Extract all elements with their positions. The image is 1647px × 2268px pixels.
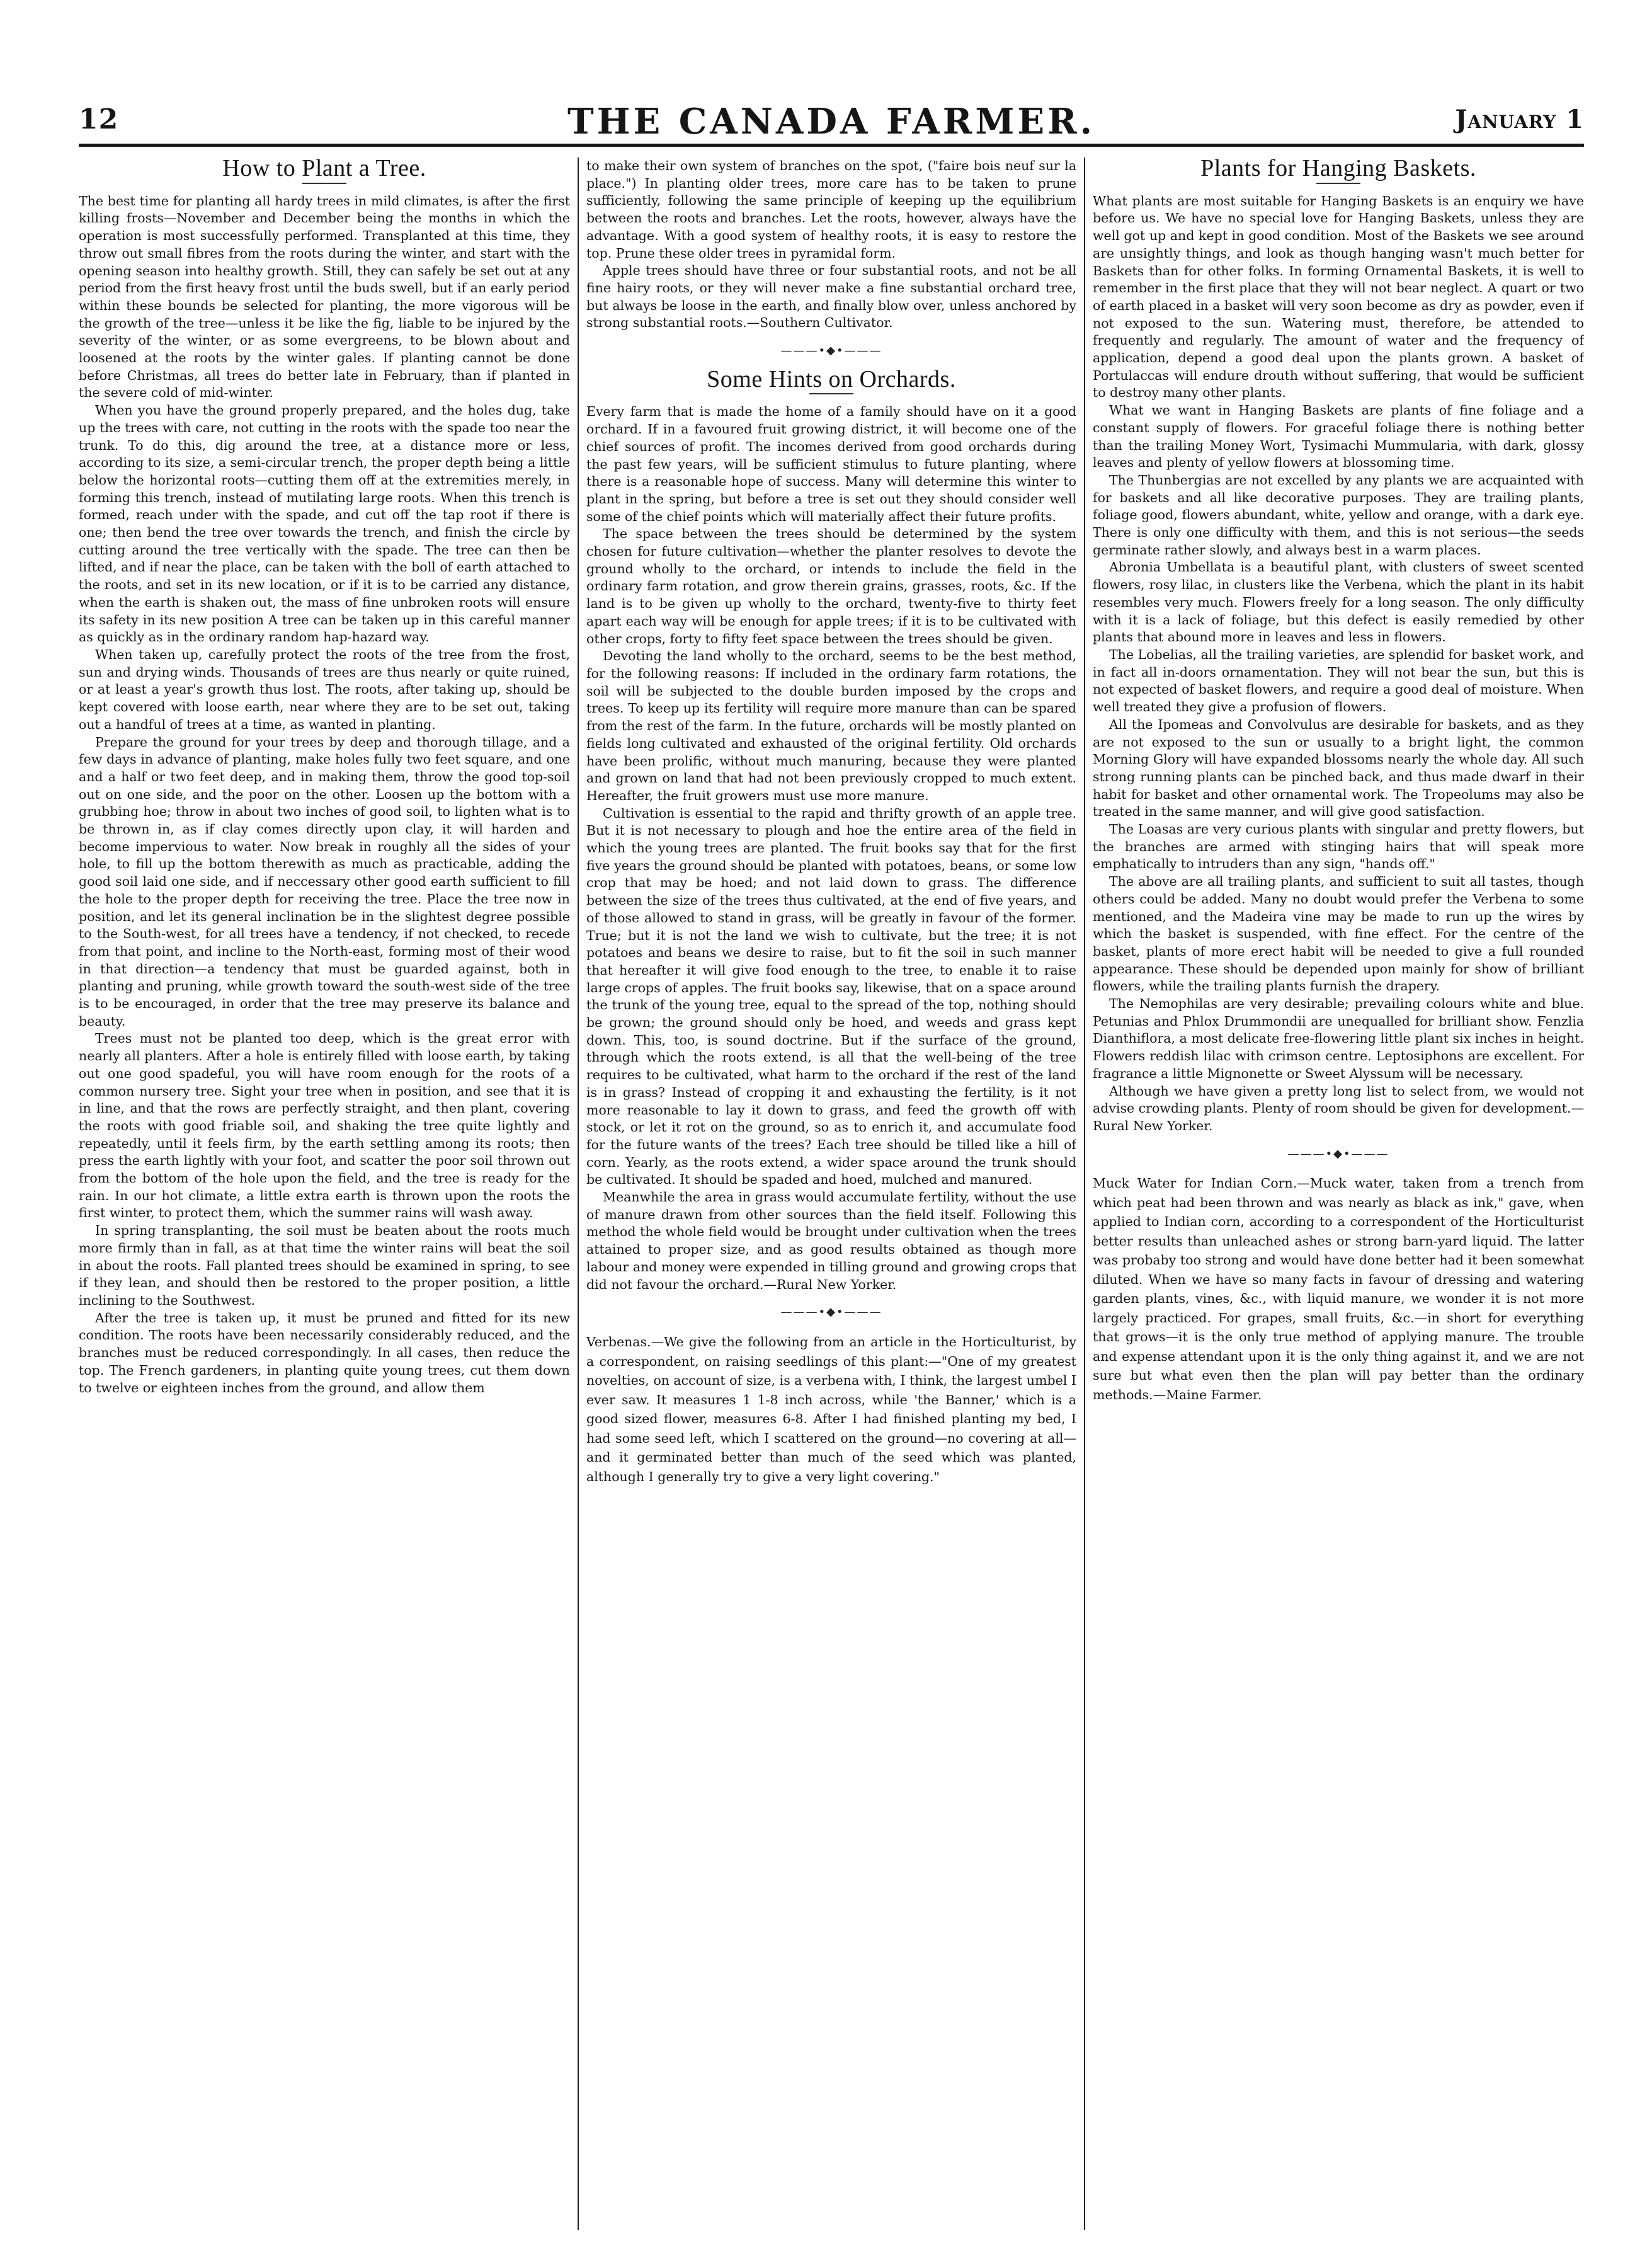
article-title: Some Hints on Orchards. — [707, 365, 956, 392]
paragraph: The Nemophilas are very desirable; prevailing colours white and blue. Petunias and Phlox Drummondii are unequalled for brilliant show. Fenzlia Dianthiflora, a most delicate free-flowering little plant six inches in height. Flowers reddish lilac with crimson centre. Leptosiphons are excellent. For fragrance a little Mignonette or Sweet Alyssum will be necessary. — [1093, 996, 1584, 1081]
paragraph: Although we have given a pretty long list to select from, we would not advise crowding plants. Plenty of room should be given for development.—Rural New Yorker. — [1093, 1083, 1584, 1133]
column-rule — [578, 158, 579, 2230]
paragraph: In spring transplanting, the soil must be beaten about the roots much more firmly than in fall, as at that time the winter rains will beat the soil in about the roots. Fall planted trees should be examined in spring, to see if they lean, and should then be restored to the proper position, a little inclining to the Southwest. — [79, 1223, 570, 1308]
paragraph: Trees must not be planted too deep, which is the great error with nearly all planters. After a hole is entirely filled with loose earth, by taking out one good spadeful, you will have room enough for the roots of a common nursery tree. Sight your tree when in position, and see that it is in line, and that the rows are perfectly straight, and then plant, covering the roots with good friable soil, and shaking the tree quite lightly and repeatedly, until it feels firm, by the earth settling among its roots; then press the earth lightly with your foot, and scatter the poor soil thrown out from the bottom of the hole upon the field, and the tree is ready for the rain. In our hot climate, a little extra earth is thrown upon the roots the first winter, to protect them, which the summer rains will wash away. — [79, 1031, 570, 1221]
title-rule — [1316, 183, 1360, 184]
paragraph: Prepare the ground for your trees by deep and thorough tillage, and a few days in advance of planting, make holes fully two feet square, and one and a half or two feet deep, and in making them, throw the good top-soil out on one side, and the poor on the other. Loosen up the bottom with a grubbing hoe; throw in about two inches of good soil, to lighten what is to be thrown in, as if clay comes directly upon clay, it will harden and become impervious to water. Now break in roughly all the sides of your hole, to fill up the bottom therewith as much as practicable, adding the good soil laid one side, and if neccessary other good earth sufficient to fill the hole to the proper depth for receiving the tree. Place the tree now in position, and let its general inclination be in the slightest degree possible to the South-west, for all trees have a tendency, if not checked, to recede from that point, and incline to the North-east, forming most of their wood in that direction—a tendency that must be guarded against, both in planting and pruning, while growth toward the south-west side of the tree is to be encouraged, in order that the tree may preserve its balance and beauty. — [79, 734, 570, 1029]
column-3 — [1093, 158, 1584, 2230]
verbenas-note: Verbenas.—We give the following from an article in the Horticulturist, by a correspondent, on raising seedlings of this plant:—"One of my greatest novelties, on account of size, is a verbena with, I think, the largest umbel I ever saw. It measures 1 1-8 inch across, while 'the Banner,' which is a good sized flower, measures 6-8. After I had finished planting my bed, I had some seed left, which I scattered on the ground—no covering at all—and it germinated better than much of the seed which was planted, although I generally try to give a very light covering." — [586, 1334, 1076, 1484]
title-rule — [809, 393, 853, 394]
paragraph: The above are all trailing plants, and sufficient to suit all tastes, though others could be added. Many no doubt would prefer the Verbena to some mentioned, and the Madeira vine may be made to run up the wires by which the basket is suspended, with fine effect. For the centre of the basket, plants of more erect habit will be needed to give a full rounded appearance. These should be depended upon mainly for show of brilliant flowers, while the trailing plants furnish the drapery. — [1093, 874, 1584, 994]
paragraph: When you have the ground properly prepared, and the holes dug, take up the trees with care, not cutting in the roots with the spade too near the trunk. To do this, dig around the tree, at a distance more or less, according to its size, a semi-circular trench, the proper depth being a little below the horizontal roots—cutting them off at the extremities merely, in forming this trench, instead of mutilating large roots. When this trench is formed, reach under with the spade, and cut off the tap root if there is one; then bend the tree over towards the trench, and finish the circle by cutting around the tree vertically with the spade. The tree can then be lifted, and if near the place, can be taken with the boll of earth attached to the roots, and set in its new location, or if it is to be carried any distance, when the earth is shaken out, the mass of fine unbroken roots will ensure its safety in its new position A tree can be taken up in this careful manner as quickly as in the ordinary random hap-hazard way. — [79, 403, 570, 645]
column-1 — [79, 158, 570, 2230]
section-divider: ———•◆•——— — [780, 1305, 882, 1319]
title-rule — [302, 183, 346, 184]
article-title: Plants for Hanging Baskets. — [1200, 158, 1476, 181]
article-columns — [79, 158, 1584, 2236]
paragraph: What we want in Hanging Baskets are plants of fine foliage and a constant supply of flowers. For graceful foliage there is nothing better than the trailing Money Wort, Tysimachi Mummularia, with dark, glossy leaves and plenty of yellow flowers at blossoming time. — [1093, 403, 1584, 471]
issue-date: January 1 — [1455, 104, 1584, 134]
column-rule — [1084, 158, 1085, 2230]
masthead: THE CANADA FARMER. — [567, 101, 1096, 142]
section-divider: ———•◆•——— — [1287, 1147, 1389, 1160]
paragraph: The Lobelias, all the trailing varieties, are splendid for basket work, and in fact all in-doors ornamentation. They will not bear the sun, but this is not expected of basket flowers, and require a good deal of moisture. When well treated they give a profusion of flowers. — [1093, 646, 1584, 715]
muck-water-note: Muck Water for Indian Corn.—Muck water, taken from a trench from which peat had been thrown and was nearly as black as ink," gave, when applied to Indian corn, according to a correspondent of the Horticulturist better results than unleached ashes or strong barn-yard liquid. The latter was probaby too strong and would have done better had it been somewhat diluted. When we have so many facts in favour of dressing and watering garden plants, vines, &c., with liquid manure, we wonder it is not more largely practiced. For grapes, small fruits, &c.—in short for everything that grows—it is the only true method of applying manure. The trouble and expense attendant upon it is the only thing against it, and we are not sure but what even then the plan will pay better than the ordinary methods.—Maine Farmer. — [1093, 1176, 1584, 1402]
paragraph: Devoting the land wholly to the orchard, seems to be the best method, for the following reasons: If included in the ordinary farm rotations, the soil will be subjected to the double burden imposed by the crops and trees. To keep up its fertility will require more manure than can be spared from the rest of the farm. In the future, orchards will be mostly planted on fields long cultivated and exhausted of the original fertility. Old orchards have been prolific, without much manuring, because they were planted and grown on land that had not been previously cropped to much extent. Hereafter, the fruit growers must use more manure. — [586, 648, 1076, 803]
article-title: How to Plant a Tree. — [222, 158, 426, 181]
paragraph: After the tree is taken up, it must be pruned and fitted for its new condition. The roots have been necessarily considerably reduced, and the branches must be reduced correspondingly. In all cases, then reduce the top. The French gardeners, in planting quite young trees, cut them down to twelve or eighteen inches from the ground, and allow them — [79, 1310, 570, 1395]
column-2 — [586, 158, 1076, 2230]
section-divider: ———•◆•——— — [780, 344, 882, 358]
paragraph: The space between the trees should be determined by the system chosen for future cultivation—whether the planter resolves to devote the ground wholly to the orchard, or intends to include the field in the ordinary farm rotation, and grow therein grains, grasses, roots, &c. If the land is to be given up wholly to the orchard, twenty-five to thirty feet apart each way will be enough for apple trees; if it is to be cultivated with other crops, forty to fifty feet space between the trees should be given. — [586, 526, 1076, 646]
page-header — [79, 94, 1584, 147]
paragraph: The best time for planting all hardy trees in mild climates, is after the first killing frosts—November and December being the months in which the operation is most successfully performed. Transplanted at this time, they throw out small fibres from the roots during the winter, and start with the opening season into healthy growth. Still, they can safely be set out at any period from the first heavy frost until the buds swell, but if an early period within these bounds be selected for planting, the more vigorous will be the growth of the tree—unless it be like the fig, liable to be injured by the severity of the winter, or as some evergreens, to be blown about and loosened at the roots by the winter gales. If planting cannot be done before Christmas, all trees do better late in February, than if planted in the severe cold of mid-winter. — [79, 193, 570, 401]
paragraph: The Thunbergias are not excelled by any plants we are acquainted with for baskets and all like decorative purposes. They are trailing plants, foliage good, flowers abundant, white, yellow and orange, with a dark eye. There is only one difficulty with them, and this is not serious—the seeds germinate rather slowly, and always best in a warm places. — [1093, 472, 1584, 558]
paragraph: Apple trees should have three or four substantial roots, and not be all fine hairy roots, or they will never make a fine substantial orchard tree, but always be loose in the earth, and finally blow over, unless anchored by strong substantial roots.—Southern Cultivator. — [586, 263, 1076, 331]
paragraph: The Loasas are very curious plants with singular and pretty flowers, but the branches are armed with stinging hairs that will speak more emphatically to intruders than any sign, "hands off." — [1093, 822, 1584, 872]
page-number: 12 — [79, 103, 119, 135]
paragraph: Every farm that is made the home of a family should have on it a good orchard. If in a favoured fruit growing district, it will become one of the chief sources of profit. The incomes derived from good orchards during the past few years, will be sufficient stimulus to future planting, where there is a reasonable hope of success. Many will determine this winter to plant in the spring, but before a tree is set out they should consider well some of the chief points which will materially affect their future profits. — [586, 404, 1076, 524]
paragraph: to make their own system of branches on the spot, ("faire bois neuf sur la place.") In planting older trees, more care has to be taken to prune sufficiently, following the same principle of keeping up the equilibrium between the roots and branches. Let the roots, however, always have the advantage. With a good system of healthy roots, it is easy to restore the top. Prune these older trees in pyramidal form. — [586, 158, 1076, 261]
paragraph: Abronia Umbellata is a beautiful plant, with clusters of sweet scented flowers, rosy lilac, in clusters like the Verbena, which the plant in its habit resembles very much. Flowers freely for a long season. The only difficulty with it is a lack of foliage, but this defect is easily remedied by other plants that abound more in leaves and less in flowers. — [1093, 559, 1584, 645]
paragraph: All the Ipomeas and Convolvulus are desirable for baskets, and as they are not exposed to the sun or usually to a bright light, the common Morning Glory will have expanded blossoms nearly the whole day. All such strong running plants can be pinched back, and thus made dwarf in their habit for basket and other ornamental work. The Tropeolums may also be treated in the same manner, and will give good satisfaction. — [1093, 716, 1584, 820]
newspaper-page — [79, 94, 1584, 2236]
paragraph: When taken up, carefully protect the roots of the tree from the frost, sun and drying winds. Thousands of trees are thus nearly or quite ruined, or at least a year's growth thus lost. The roots, after taking up, should be kept covered with loose earth, near where they are to be set out, taking out a handful of trees at a time, as wanted in planting. — [79, 646, 570, 732]
paragraph: Meanwhile the area in grass would accumulate fertility, without the use of manure drawn from other sources than the field itself. Following this method the whole field would be brought under cultivation when the trees attained to proper size, and as good results obtained as though more labour and money were expended in tilling ground and growing crops that did not favour the orchard.—Rural New Yorker. — [586, 1189, 1076, 1292]
paragraph: What plants are most suitable for Hanging Baskets is an enquiry we have before us. We have no special love for Hanging Baskets, unless they are well got up and kept in good condition. Most of the Baskets we see around are unsightly things, and look as though hanging wasn't much better for Baskets than for other folks. In forming Ornamental Baskets, it is well to remember in the first place that they will not bear neglect. A quart or two of earth placed in a basket will very soon become as dry as powder, even if not exposed to the sun. Watering must, therefore, be attended to frequently and regularly. The amount of water and the frequency of application, depend a good deal upon the plants grown. A basket of Portulaccas will endure drouth without suffering, that would be sufficient to destroy many other plants. — [1093, 193, 1584, 401]
paragraph: Cultivation is essential to the rapid and thrifty growth of an apple tree. But it is not necessary to plough and hoe the entire area of the field in which the young trees are planted. The fruit books say that for the first five years the ground should be planted with potatoes, beans, or some low crop that may be hoed; and not laid down to grass. The difference between the size of the trees thus cultivated, at the end of five years, and of those allowed to stand in grass, will be greatly in favour of the former. True; but it is not the land we wish to cultivate, but the tree; it is not potatoes and beans we desire to raise, but to fit the soil in such manner that hereafter it will give food enough to the tree, to enable it to raise large crops of apples. The fruit books say, likewise, that on a space around the trunk of the young tree, equal to the spread of the top, nothing should be grown; the ground should only be hoed, and weeds and grass kept down. This, too, is sound doctrine. But if the surface of the ground, through which the roots extend, is all that the well-being of the tree requires to be cultivated, what harm to the orchard if the rest of the land is in grass? Instead of cropping it and exhausting the fertility, is it not more reasonable to lay it down to grass, and feed the growth off with stock, or let it rot on the ground, so as to enrich it, and accumulate food for the future wants of the trees? Each tree should be tilled like a hill of corn. Yearly, as the roots extend, a wider space around the trunk should be cultivated. It should be spaded and hoed, mulched and manured. — [586, 805, 1076, 1188]
